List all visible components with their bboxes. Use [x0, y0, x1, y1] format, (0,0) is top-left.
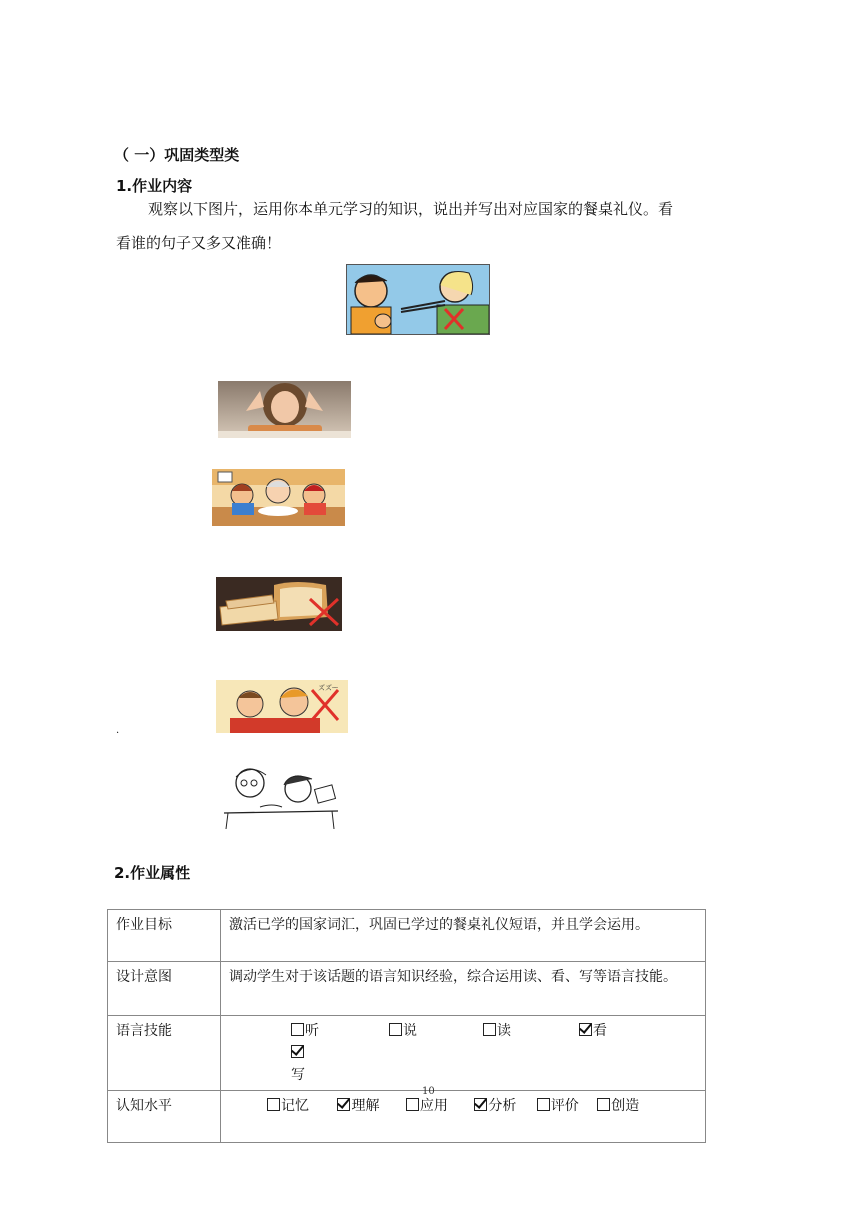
- checkbox-checked-icon: [579, 1023, 592, 1036]
- row-label-cognitive-level: 认知水平: [108, 1091, 221, 1143]
- instruction-line-2: 看谁的句子又多又准确！: [116, 234, 282, 252]
- couple-eating-sketch: [220, 763, 342, 831]
- table-row: [108, 1016, 706, 1091]
- checkbox-label: 分析: [488, 1098, 517, 1114]
- checkbox-icon: [406, 1098, 419, 1111]
- checkbox-understand[interactable]: [337, 1095, 379, 1117]
- checkbox-icon: [389, 1023, 402, 1036]
- table-row: [108, 910, 706, 962]
- checkbox-icon: [483, 1023, 496, 1036]
- table-row: [108, 1091, 706, 1143]
- checkbox-write-label: 写: [291, 1067, 305, 1083]
- checkbox-label: 看: [593, 1023, 607, 1039]
- row-label-goal: 作业目标: [108, 910, 221, 962]
- checkbox-label: 评价: [550, 1098, 579, 1114]
- checkbox-write[interactable]: [291, 1042, 309, 1064]
- checkbox-icon: [597, 1098, 610, 1111]
- couple-eating-drawing: [220, 763, 342, 831]
- page-number: 10: [422, 1086, 435, 1097]
- checkbox-read[interactable]: [483, 1020, 573, 1042]
- row-label-language-skills: 语言技能: [108, 1016, 221, 1091]
- family-dinner-drawing: [212, 469, 345, 526]
- chopsticks-pointing-illustration: [346, 264, 490, 335]
- checkbox-label: 应用: [419, 1098, 448, 1114]
- family-dinner-cartoon: [212, 469, 345, 526]
- row-content-cognitive-level: [221, 1091, 706, 1143]
- homework-content-heading: 1.作业内容: [116, 177, 193, 195]
- homework-attributes-table: [107, 909, 706, 1143]
- bread-loaf-drawing: [216, 577, 342, 631]
- checkbox-label: 创造: [611, 1098, 640, 1114]
- checkbox-analyze[interactable]: [474, 1095, 516, 1117]
- instruction-paragraph: [116, 192, 756, 260]
- slurping-noodles-cartoon: [216, 680, 348, 733]
- instruction-line-1: 观察以下图片，运用你本单元学习的知识，说出并写出对应国家的餐桌礼仪。看: [148, 200, 674, 218]
- checkbox-icon: [267, 1098, 280, 1111]
- checkbox-apply[interactable]: [406, 1095, 448, 1117]
- bread-loaf-crossed-photo: [216, 577, 342, 631]
- homework-attributes-heading: 2.作业属性: [114, 864, 191, 882]
- checkbox-label: 记忆: [281, 1098, 309, 1114]
- stray-dot: .: [116, 725, 120, 736]
- checkbox-memorize[interactable]: [267, 1095, 309, 1117]
- checkbox-checked-icon: [291, 1045, 304, 1058]
- girl-at-dinner-table-drawing: [218, 381, 351, 438]
- row-label-design: 设计意图: [108, 962, 221, 1016]
- checkbox-evaluate[interactable]: [537, 1095, 579, 1117]
- checkbox-view[interactable]: [579, 1020, 667, 1042]
- checkbox-checked-icon: [337, 1098, 350, 1111]
- chopsticks-pointing-drawing: [347, 265, 489, 334]
- checkbox-label: 听: [305, 1023, 319, 1039]
- checkbox-label: 说: [403, 1023, 417, 1039]
- checkbox-label: 读: [497, 1023, 511, 1039]
- slurping-noodles-drawing: [216, 680, 348, 733]
- checkbox-speak[interactable]: [389, 1020, 477, 1042]
- checkbox-checked-icon: [474, 1098, 487, 1111]
- section-title: （ 一）巩固类型类: [114, 146, 240, 164]
- row-content-design: 调动学生对于该话题的语言知识经验，综合运用读、看、写等语言技能。: [221, 962, 706, 1016]
- table-row: [108, 962, 706, 1016]
- checkbox-icon: [291, 1023, 304, 1036]
- girl-at-dinner-table-photo: [218, 381, 351, 438]
- checkbox-icon: [537, 1098, 550, 1111]
- row-content-language-skills: [221, 1016, 706, 1091]
- slurp-sound-text: ズズー: [318, 684, 339, 692]
- checkbox-listen[interactable]: [291, 1020, 383, 1042]
- row-content-goal: 激活已学的国家词汇，巩固已学过的餐桌礼仪短语，并且学会运用。: [221, 910, 706, 962]
- checkbox-create[interactable]: [597, 1095, 639, 1117]
- checkbox-label: 理解: [351, 1098, 380, 1114]
